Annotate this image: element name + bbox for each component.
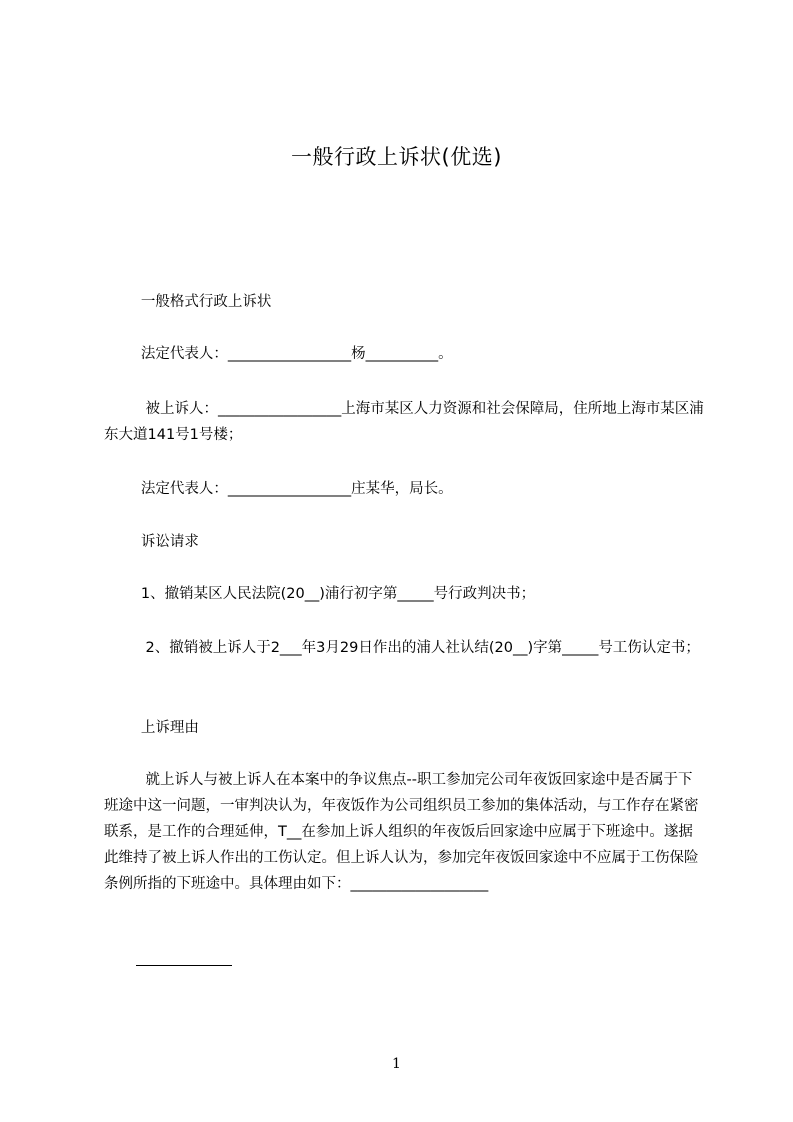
paragraph-claim-2: 2、撤销被上诉人于2___年3月29日作出的浦人社认结(20__)字第_____号工伤认定书； — [104, 640, 700, 656]
page-number: 1 — [392, 1056, 401, 1072]
document-title: 一般行政上诉状(优选) — [291, 145, 502, 169]
paragraph-grounds-heading: 上诉理由 — [104, 720, 199, 736]
paragraph-claim-1: 1、撤销某区人民法院(20__)浦行初字第_____号行政判决书； — [104, 586, 536, 602]
paragraph-grounds-body: 就上诉人与被上诉人在本案中的争议焦点--职工参加完公司年夜饭回家途中是否属于下班途中这一问题，一审判决认为，年夜饭作为公司组织员工参加的集体活动，与工作存在紧密联系，是工作的合理延伸，T__在参加上诉人组织的年夜饭后回家途中应属于下班途中。遂据此维持了被上诉人作出的工伤认定。但上诉人认为，参加完年夜饭回家途中不应属于工伤保险条例所指的下班途中。具体理由如下：___________________ — [104, 772, 699, 892]
footnote-separator — [136, 965, 232, 966]
paragraph-appellee: 被上诉人：_________________上海市某区人力资源和社会保障局，住所地上海市某区浦东大道141号1号楼； — [104, 401, 704, 443]
paragraph-claims-heading: 诉讼请求 — [104, 534, 199, 550]
paragraph-heading-format: 一般格式行政上诉状 — [104, 294, 272, 310]
paragraph-legal-representative-appellant: 法定代表人：_________________杨__________。 — [104, 346, 453, 362]
paragraph-legal-representative-appellee: 法定代表人：_________________庄某华，局长。 — [104, 481, 453, 497]
